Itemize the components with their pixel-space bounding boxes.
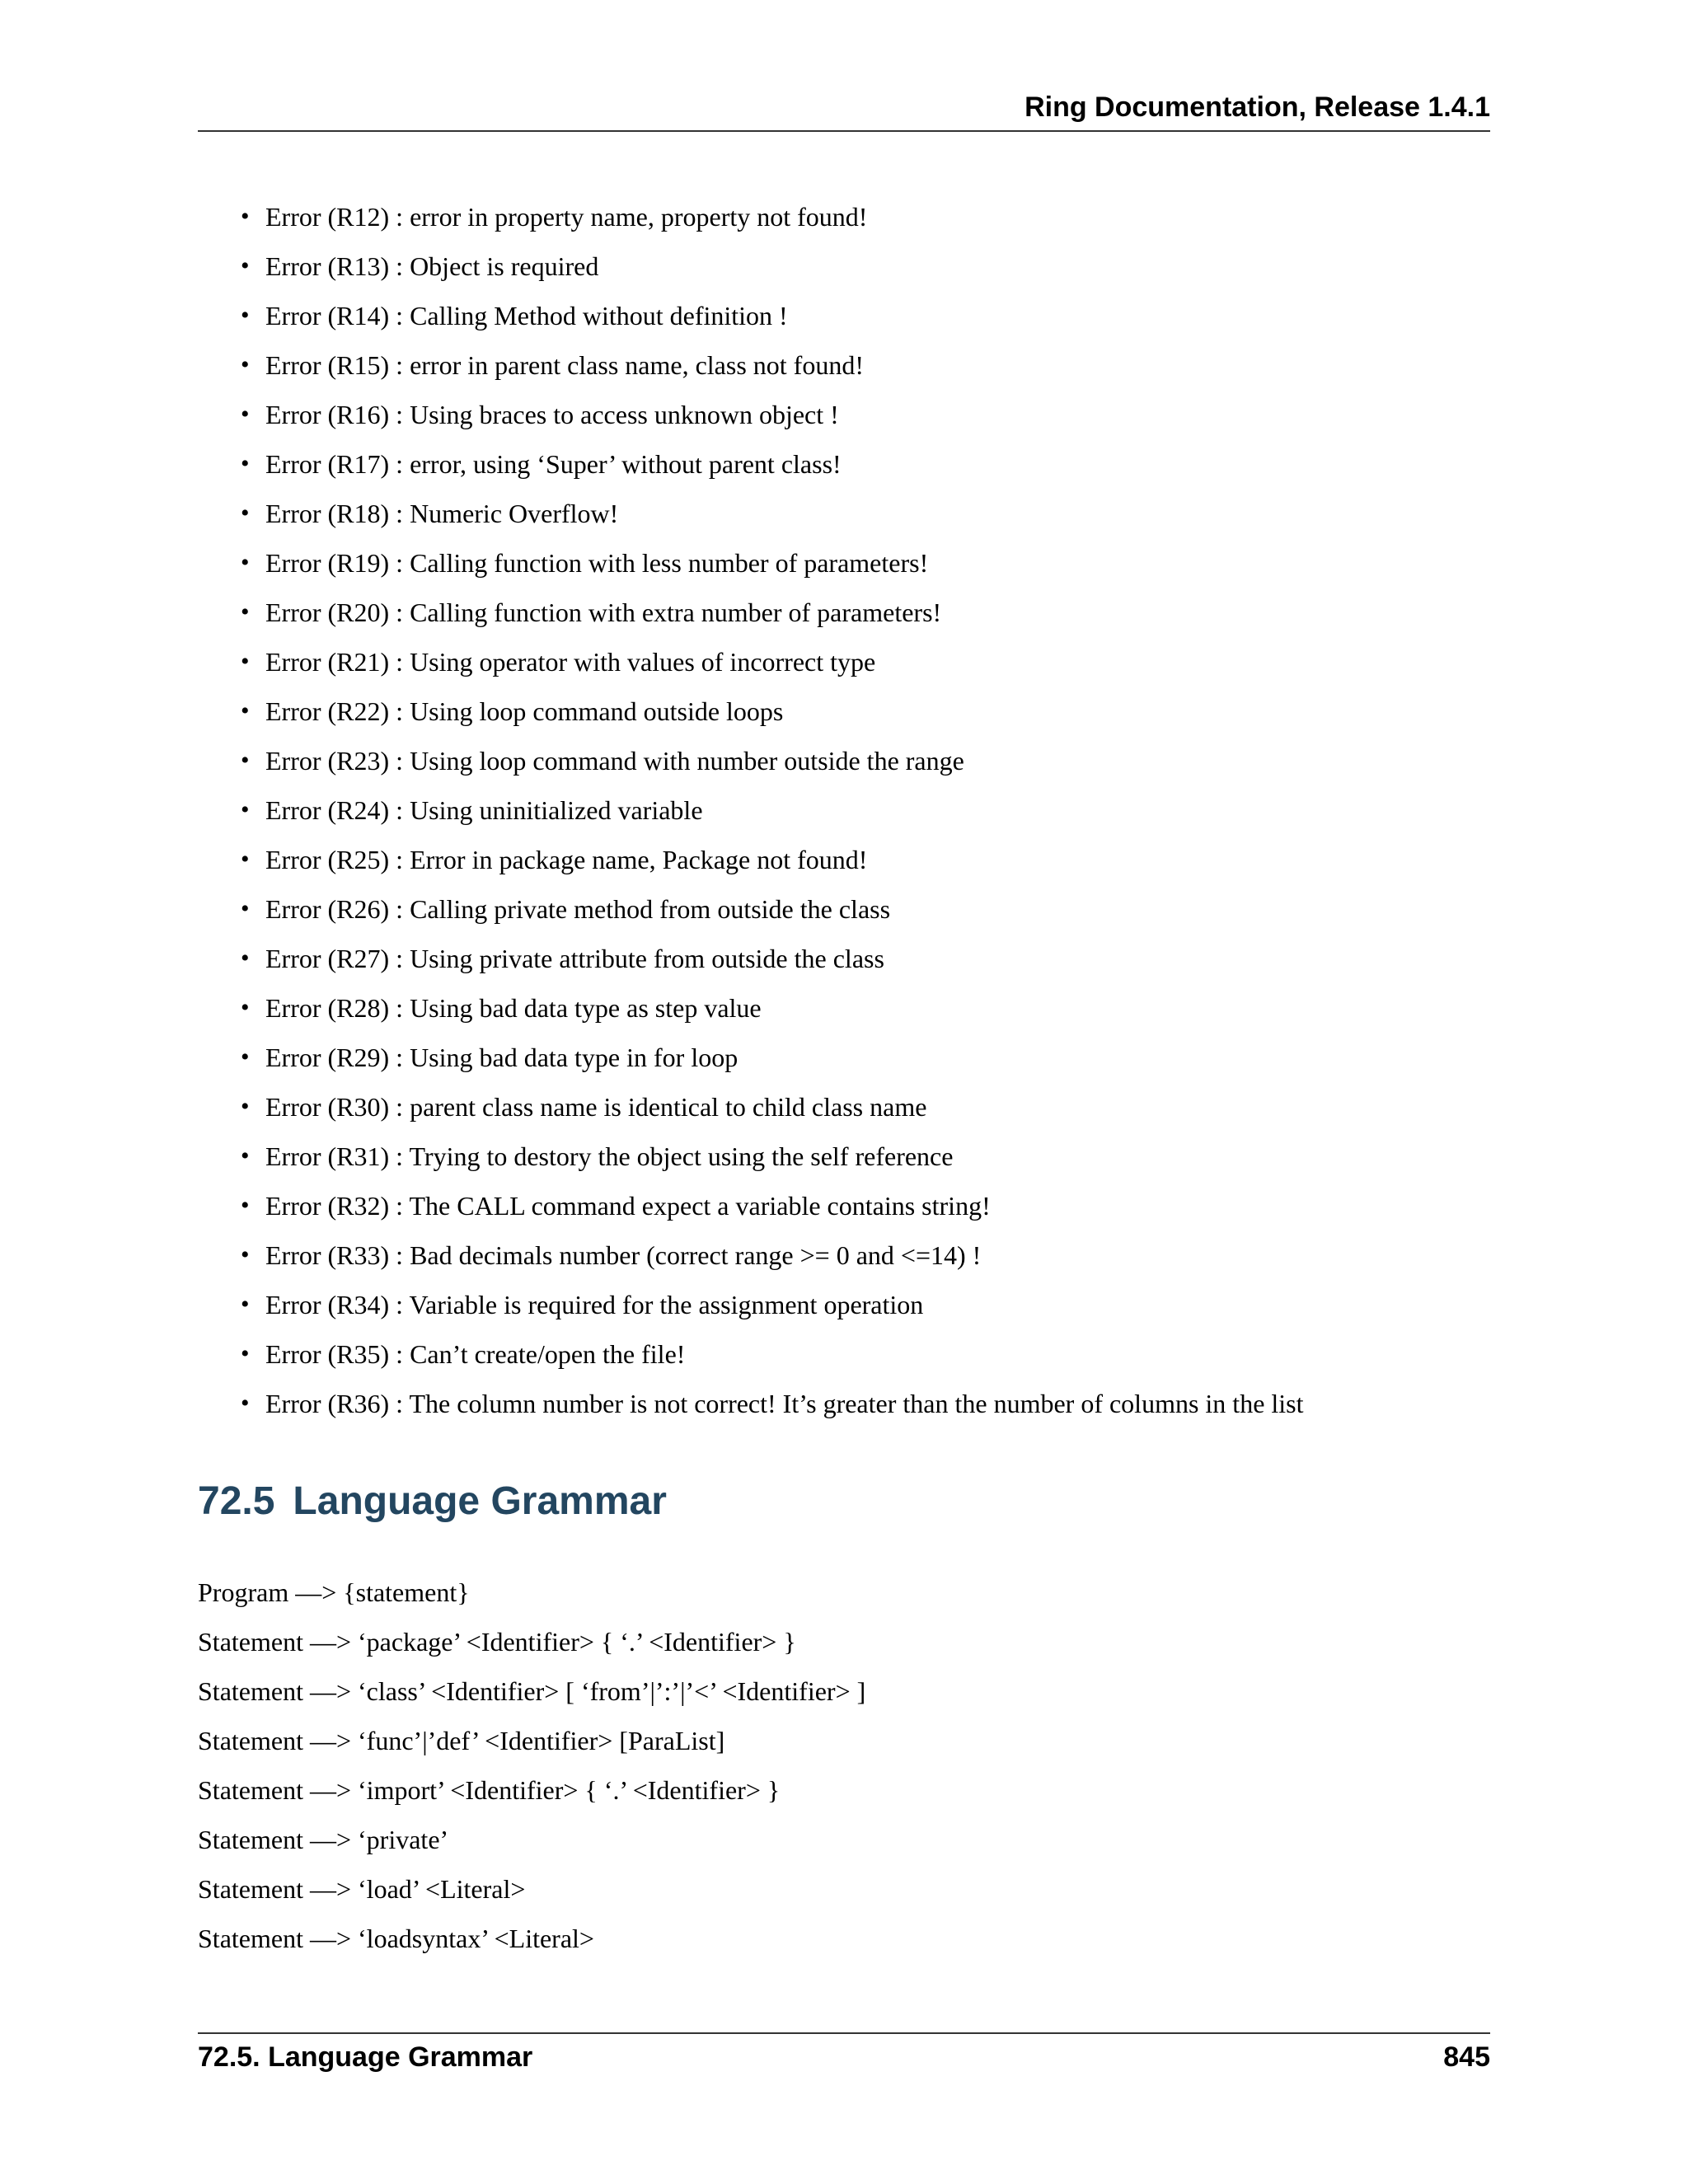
error-message: Using uninitialized variable bbox=[410, 795, 703, 825]
list-item bbox=[198, 588, 1304, 637]
bullet-icon: • bbox=[241, 598, 250, 626]
grammar-rule: Statement —> ‘func’|’def’ <Identifier> [ParaList] bbox=[198, 1726, 725, 1755]
bullet-icon: • bbox=[241, 648, 250, 675]
error-message: The column number is not correct! It’s greater than the number of columns in the list bbox=[409, 1389, 1304, 1418]
page-header bbox=[198, 91, 1490, 132]
error-code: Error (R28) : bbox=[265, 993, 404, 1023]
error-message: Using private attribute from outside the class bbox=[410, 944, 884, 973]
bullet-icon: • bbox=[241, 747, 250, 774]
error-code: Error (R36) : bbox=[265, 1389, 404, 1418]
error-message: Calling function with extra number of parameters! bbox=[410, 598, 942, 627]
grammar-rule: Statement —> ‘loadsyntax’ <Literal> bbox=[198, 1924, 594, 1953]
error-code: Error (R23) : bbox=[265, 746, 404, 776]
error-code: Error (R15) : bbox=[265, 350, 404, 380]
list-item bbox=[198, 637, 1304, 687]
error-message: Calling function with less number of parameters! bbox=[410, 548, 929, 578]
list-item bbox=[198, 687, 1304, 736]
error-code: Error (R12) : bbox=[265, 202, 404, 232]
error-message: error, using ‘Super’ without parent class! bbox=[410, 449, 842, 479]
bullet-icon: • bbox=[241, 1390, 250, 1417]
grammar-rule: Statement —> ‘load’ <Literal> bbox=[198, 1874, 526, 1904]
error-code: Error (R27) : bbox=[265, 944, 404, 973]
error-code: Error (R26) : bbox=[265, 894, 404, 924]
list-item bbox=[198, 934, 1304, 983]
list-item bbox=[198, 489, 1304, 538]
error-code: Error (R29) : bbox=[265, 1043, 404, 1072]
error-code: Error (R30) : bbox=[265, 1092, 404, 1122]
section-number: 72.5 bbox=[198, 1479, 275, 1523]
list-item bbox=[198, 884, 1304, 934]
error-message: Calling Method without definition ! bbox=[410, 301, 788, 330]
error-message: Using braces to access unknown object ! bbox=[410, 400, 839, 429]
error-code: Error (R21) : bbox=[265, 647, 404, 677]
list-item bbox=[198, 1033, 1304, 1082]
list-item bbox=[198, 1181, 1304, 1230]
error-message: Using bad data type as step value bbox=[410, 993, 762, 1023]
bullet-icon: • bbox=[241, 401, 250, 428]
bullet-icon: • bbox=[241, 796, 250, 823]
list-item bbox=[198, 736, 1304, 785]
grammar-rule: Statement —> ‘package’ <Identifier> { ‘.’ <Identifier> } bbox=[198, 1627, 796, 1657]
error-message: Using operator with values of incorrect type bbox=[410, 647, 876, 677]
list-item bbox=[198, 291, 1304, 340]
grammar-rule: Statement —> ‘class’ <Identifier> [ ‘from’|’:’|’<’ <Identifier> ] bbox=[198, 1676, 866, 1706]
error-code: Error (R20) : bbox=[265, 598, 404, 627]
error-message: Calling private method from outside the class bbox=[410, 894, 891, 924]
section-heading bbox=[198, 1477, 667, 1526]
bullet-icon: • bbox=[241, 1142, 250, 1169]
error-message: Using loop command with number outside the range bbox=[410, 746, 964, 776]
list-item bbox=[198, 439, 1304, 489]
page-footer bbox=[198, 2032, 1490, 2075]
bullet-icon: • bbox=[241, 450, 250, 477]
bullet-icon: • bbox=[241, 252, 250, 279]
error-list bbox=[198, 192, 1304, 1428]
list-item bbox=[198, 1379, 1304, 1428]
bullet-icon: • bbox=[241, 302, 250, 329]
error-code: Error (R16) : bbox=[265, 400, 404, 429]
bullet-icon: • bbox=[241, 351, 250, 378]
bullet-icon: • bbox=[241, 846, 250, 873]
section-title: Language Grammar bbox=[293, 1479, 667, 1523]
bullet-icon: • bbox=[241, 944, 250, 972]
error-message: Using bad data type in for loop bbox=[410, 1043, 738, 1072]
list-item bbox=[198, 785, 1304, 835]
list-item bbox=[198, 340, 1304, 390]
error-message: Trying to destory the object using the self reference bbox=[409, 1141, 954, 1171]
bullet-icon: • bbox=[241, 1192, 250, 1219]
bullet-icon: • bbox=[241, 1340, 250, 1367]
error-code: Error (R13) : bbox=[265, 251, 404, 281]
error-code: Error (R19) : bbox=[265, 548, 404, 578]
error-message: parent class name is identical to child class name bbox=[410, 1092, 927, 1122]
error-message: error in property name, property not found! bbox=[410, 202, 868, 232]
error-code: Error (R24) : bbox=[265, 795, 404, 825]
error-code: Error (R14) : bbox=[265, 301, 404, 330]
error-code: Error (R25) : bbox=[265, 845, 404, 874]
grammar-rule: Statement —> ‘private’ bbox=[198, 1825, 449, 1854]
error-message: The CALL command expect a variable contains string! bbox=[409, 1191, 991, 1221]
grammar-rule: Program —> {statement} bbox=[198, 1577, 470, 1607]
list-item bbox=[198, 1230, 1304, 1280]
grammar-rules bbox=[198, 1568, 865, 1963]
bullet-icon: • bbox=[241, 1043, 250, 1071]
list-item bbox=[198, 983, 1304, 1033]
error-message: Variable is required for the assignment operation bbox=[409, 1290, 924, 1319]
error-message: Object is required bbox=[410, 251, 599, 281]
list-item bbox=[198, 835, 1304, 884]
error-message: Using loop command outside loops bbox=[410, 696, 784, 726]
bullet-icon: • bbox=[241, 1093, 250, 1120]
error-code: Error (R32) : bbox=[265, 1191, 404, 1221]
bullet-icon: • bbox=[241, 994, 250, 1021]
page-number: 845 bbox=[1443, 2041, 1490, 2073]
error-code: Error (R33) : bbox=[265, 1240, 404, 1270]
bullet-icon: • bbox=[241, 203, 250, 230]
error-code: Error (R18) : bbox=[265, 499, 404, 528]
list-item bbox=[198, 1132, 1304, 1181]
list-item bbox=[198, 241, 1304, 291]
bullet-icon: • bbox=[241, 499, 250, 527]
header-title: Ring Documentation, Release 1.4.1 bbox=[1025, 91, 1490, 123]
footer-section-link[interactable]: 72.5. Language Grammar bbox=[198, 2041, 533, 2073]
bullet-icon: • bbox=[241, 549, 250, 576]
error-message: error in parent class name, class not found! bbox=[410, 350, 864, 380]
error-code: Error (R22) : bbox=[265, 696, 404, 726]
error-code: Error (R17) : bbox=[265, 449, 404, 479]
list-item bbox=[198, 1280, 1304, 1329]
bullet-icon: • bbox=[241, 895, 250, 922]
error-message: Can’t create/open the file! bbox=[410, 1339, 686, 1369]
document-page bbox=[198, 0, 1490, 2184]
bullet-icon: • bbox=[241, 1291, 250, 1318]
list-item bbox=[198, 1329, 1304, 1379]
list-item bbox=[198, 1082, 1304, 1132]
error-message: Error in package name, Package not found! bbox=[410, 845, 868, 874]
list-item bbox=[198, 538, 1304, 588]
error-message: Numeric Overflow! bbox=[410, 499, 619, 528]
error-code: Error (R31) : bbox=[265, 1141, 404, 1171]
bullet-icon: • bbox=[241, 1241, 250, 1268]
list-item bbox=[198, 192, 1304, 241]
error-message: Bad decimals number (correct range >= 0 and <=14) ! bbox=[410, 1240, 982, 1270]
error-code: Error (R35) : bbox=[265, 1339, 404, 1369]
bullet-icon: • bbox=[241, 697, 250, 724]
grammar-rule: Statement —> ‘import’ <Identifier> { ‘.’ <Identifier> } bbox=[198, 1775, 781, 1805]
list-item bbox=[198, 390, 1304, 439]
error-code: Error (R34) : bbox=[265, 1290, 404, 1319]
